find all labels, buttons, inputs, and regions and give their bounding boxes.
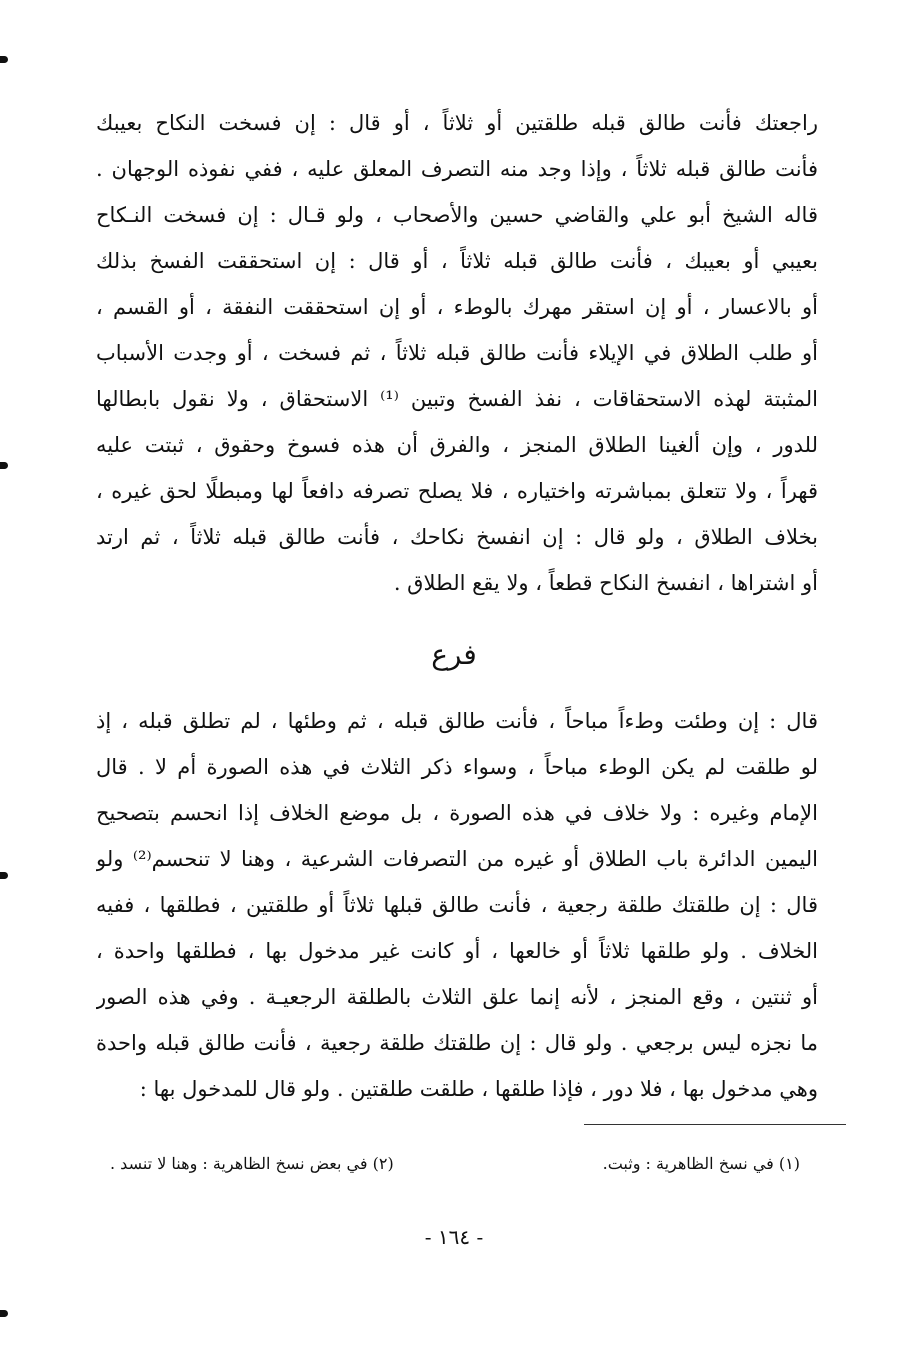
paragraph-branch xyxy=(96,698,818,1112)
binding-mark xyxy=(0,1310,8,1317)
footnotes xyxy=(110,1150,800,1178)
text-line: أو اشتراها ، انفسخ النكاح قطعاً ، ولا يقع الطلاق . xyxy=(393,571,818,595)
text-line: المثبتة لهذه الاستحقاقات ، نفذ الفسخ وتبين ⁽¹⁾ الاستحقاق ، ولا نقول بابطالها xyxy=(96,387,818,411)
footnote-2: (٢) في بعض نسخ الظاهرية : وهنا لا تنسد . xyxy=(110,1154,394,1173)
footnote-divider xyxy=(584,1124,846,1125)
text-line: أو ثنتين ، وقع المنجز ، لأنه إنما علق الثلاث بالطلقة الرجعيـة . وفي هذه الصور xyxy=(96,985,818,1009)
text-line: الإمام وغيره : ولا خلاف في هذه الصورة ، بل موضع الخلاف إذا انحسم بتصحيح xyxy=(96,801,818,825)
text-line: قال : إن وطئت وطءاً مباحاً ، فأنت طالق قبله ، ثم وطئها ، لم تطلق قبله ، إذ xyxy=(96,709,818,733)
text-line: للدور ، وإن ألغينا الطلاق المنجز ، والفرق أن هذه فسوخ وحقوق ، ثبتت عليه xyxy=(96,433,818,457)
text-line: بعيبي أو بعيبك ، فأنت طالق قبله ثلاثاً ، أو قال : إن استحققت الفسخ بذلك xyxy=(96,249,818,273)
text-line: ما نجزه ليس برجعي . ولو قال : إن طلقتك طلقة رجعية ، فأنت طالق قبله واحدة xyxy=(96,1031,818,1055)
text-line: أو طلب الطلاق في الإيلاء فأنت طالق قبله ثلاثاً ، ثم فسخت ، أو وجدت الأسباب xyxy=(96,341,818,365)
binding-mark xyxy=(0,872,8,879)
text-line: فأنت طالق قبله ثلاثاً ، وإذا وجد منه التصرف المعلق عليه ، ففي نفوذه الوجهان . xyxy=(96,157,818,181)
binding-mark xyxy=(0,56,8,63)
text-line: قال : إن طلقتك طلقة رجعية ، فأنت طالق قبلها ثلاثاً أو طلقتين ، فطلقها ، ففيه xyxy=(96,893,818,917)
text-line: راجعتك فأنت طالق قبله طلقتين أو ثلاثاً ، أو قال : إن فسخت النكاح بعيبك xyxy=(96,111,818,135)
text-line: قهراً ، ولا تتعلق بمباشرته واختياره ، فلا يصلح تصرفه دافعاً لها ومبطلًا لحق غيره ، xyxy=(96,479,818,503)
section-heading: فرع xyxy=(431,638,477,671)
binding-mark xyxy=(0,462,8,469)
text-line: بخلاف الطلاق ، ولو قال : إن انفسخ نكاحك ، فأنت طالق قبله ثلاثاً ، ثم ارتد xyxy=(96,525,818,549)
paragraph-main xyxy=(96,100,818,606)
footnote-1: (١) في نسخ الظاهرية : وثبت. xyxy=(602,1154,800,1173)
text-line: أو بالاعسار ، أو إن استقر مهرك بالوطء ، أو إن استحققت النفقة ، أو القسم ، xyxy=(96,295,818,319)
text-line: وهي مدخول بها ، فلا دور ، فإذا طلقها ، طلقت طلقتين . ولو قال للمدخول بها : xyxy=(139,1077,818,1101)
text-line: لو طلقت لم يكن الوطء مباحاً ، وسواء ذكر الثلاث في هذه الصورة أم لا . قال xyxy=(96,755,818,779)
text-line: اليمين الدائرة باب الطلاق أو غيره من التصرفات الشرعية ، وهنا لا تنحسم⁽²⁾ ولو xyxy=(96,847,818,871)
text-line: قاله الشيخ أبو علي والقاضي حسين والأصحاب ، ولو قـال : إن فسخت النـكاح xyxy=(96,203,818,227)
page-number: - ١٦٤ - xyxy=(424,1225,484,1249)
text-line: الخلاف . ولو طلقها ثلاثاً أو خالعها ، أو كانت غير مدخول بها ، فطلقها واحدة ، xyxy=(96,939,818,963)
